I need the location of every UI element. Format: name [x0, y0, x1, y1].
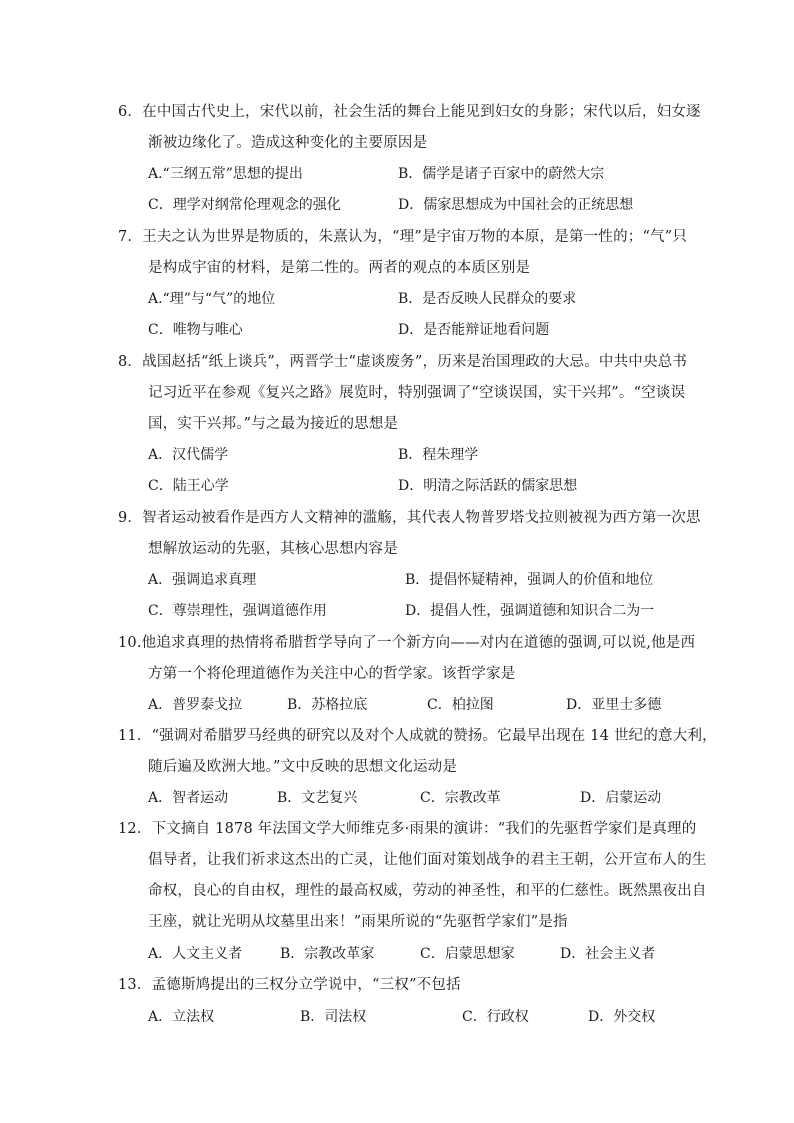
option-d: D．是否能辩证地看问题	[398, 322, 550, 338]
question-12-line-1	[118, 819, 696, 839]
question-stem: 他追求真理的热情将希腊哲学导向了一个新方向——对内在道德的强调,可以说,他是西	[141, 635, 696, 651]
question-stem: 下文摘自 1878 年法国文学大师维克多·雨果的演讲：“我们的先驱哲学家们是真理的	[151, 821, 697, 837]
option-d: D．启蒙运动	[580, 790, 662, 806]
question-number: 8．	[118, 354, 143, 370]
question-7-line-2: 是构成宇宙的材料，是第二性的。两者的观点的本质区别是	[148, 260, 531, 276]
question-11-line-2: 随后遍及欧洲大地。”文中反映的思想文化运动是	[148, 759, 458, 775]
question-stem: 智者运动被看作是西方人文精神的滥觞，其代表人物普罗塔戈拉则被视为西方第一次思	[142, 510, 701, 526]
option-d: D．社会主义者	[560, 946, 656, 962]
question-13-line-1	[118, 975, 461, 995]
question-9-line-1	[118, 508, 701, 528]
question-9-line-2: 想解放运动的先驱，其核心思想内容是	[148, 541, 398, 557]
option-a: A．立法权	[148, 1009, 215, 1025]
option-c: C．行政权	[462, 1009, 529, 1025]
option-c: C．陆王心学	[148, 478, 229, 494]
question-number: 7．	[118, 229, 143, 245]
question-stem: 在中国古代史上，宋代以前，社会生活的舞台上能见到妇女的身影；宋代以后，妇女逐	[142, 104, 701, 120]
option-c: C．启蒙思想家	[420, 946, 515, 962]
option-c: C．宗教改革	[420, 790, 501, 806]
question-number: 6．	[118, 104, 143, 120]
question-stem: 孟德斯鸠提出的三权分立学说中，“三权”不包括	[151, 977, 461, 993]
option-d: D．儒家思想成为中国社会的正统思想	[398, 197, 634, 213]
option-b: B．苏格拉底	[287, 697, 368, 713]
question-stem: “强调对希腊罗马经典的研究以及对个人成就的赞扬。它最早出现在 14 世纪的意大利，	[151, 728, 717, 744]
question-12-line-3: 命权，良心的自由权，理性的最高权威，劳动的神圣性，和平的仁慈性。既然黑夜出自	[148, 883, 707, 899]
question-number: 9．	[118, 510, 143, 526]
question-8-line-3: 国，实干兴邦。”与之最为接近的思想是	[148, 416, 399, 432]
question-number: 13．	[118, 977, 152, 993]
question-number: 10.	[118, 635, 142, 651]
question-6-line-2: 渐被边缘化了。造成这种变化的主要原因是	[148, 135, 428, 151]
question-number: 12．	[118, 821, 152, 837]
option-d: D．提倡人性，强调道德和知识合二为一	[405, 603, 655, 619]
question-stem: 战国赵括“纸上谈兵”，两晋学士“虚谈废务”，历来是治国理政的大忌。中共中央总书	[142, 354, 688, 370]
option-a: A.“三纲五常”思想的提出	[148, 166, 303, 182]
option-c: C．理学对纲常伦理观念的强化	[148, 197, 341, 213]
option-b: B．儒学是诸子百家中的蔚然大宗	[398, 166, 605, 182]
question-12-line-4: 王座，就让光明从坟墓里出来！”雨果所说的“先驱哲学家们”是指	[148, 914, 568, 930]
question-number: 11．	[118, 728, 152, 744]
option-d: D．外交权	[588, 1009, 656, 1025]
question-10-line-1	[118, 633, 695, 653]
option-a: A．汉代儒学	[148, 447, 229, 463]
question-12-line-2: 倡导者，让我们祈求这杰出的亡灵，让他们面对策划战争的君主王朝，公开宣布人的生	[148, 852, 707, 868]
question-stem: 王夫之认为世界是物质的，朱熹认为，“理”是宇宙万物的本原，是第一性的；“气”只	[142, 229, 688, 245]
option-c: C．柏拉图	[427, 697, 494, 713]
question-10-line-2: 方第一个将伦理道德作为关注中心的哲学家。该哲学家是	[148, 666, 516, 682]
question-11-line-1	[118, 726, 717, 746]
option-a: A．人文主义者	[148, 946, 243, 962]
question-8-line-1	[118, 352, 687, 372]
option-a: A．智者运动	[148, 790, 229, 806]
option-b: B．提倡怀疑精神，强调人的价值和地位	[405, 572, 654, 588]
option-b: B．程朱理学	[398, 447, 479, 463]
option-b: B．宗教改革家	[280, 946, 375, 962]
option-a: A．强调追求真理	[148, 572, 257, 588]
option-b: B．是否反映人民群众的要求	[398, 291, 577, 307]
option-c: C．唯物与唯心	[148, 322, 243, 338]
option-a: A.“理”与“气”的地位	[148, 291, 276, 307]
option-b: B．文艺复兴	[277, 790, 358, 806]
option-a: A．普罗泰戈拉	[148, 697, 243, 713]
question-7-line-1	[118, 227, 687, 247]
question-8-line-2: 记习近平在参观《复兴之路》展览时，特别强调了“空谈误国，实干兴邦”。“空谈误	[148, 385, 686, 401]
option-c: C．尊崇理性，强调道德作用	[148, 603, 327, 619]
option-d: D．明清之际活跃的儒家思想	[398, 478, 578, 494]
option-d: D．亚里士多德	[566, 697, 662, 713]
question-6-line-1	[118, 102, 701, 122]
option-b: B．司法权	[300, 1009, 367, 1025]
